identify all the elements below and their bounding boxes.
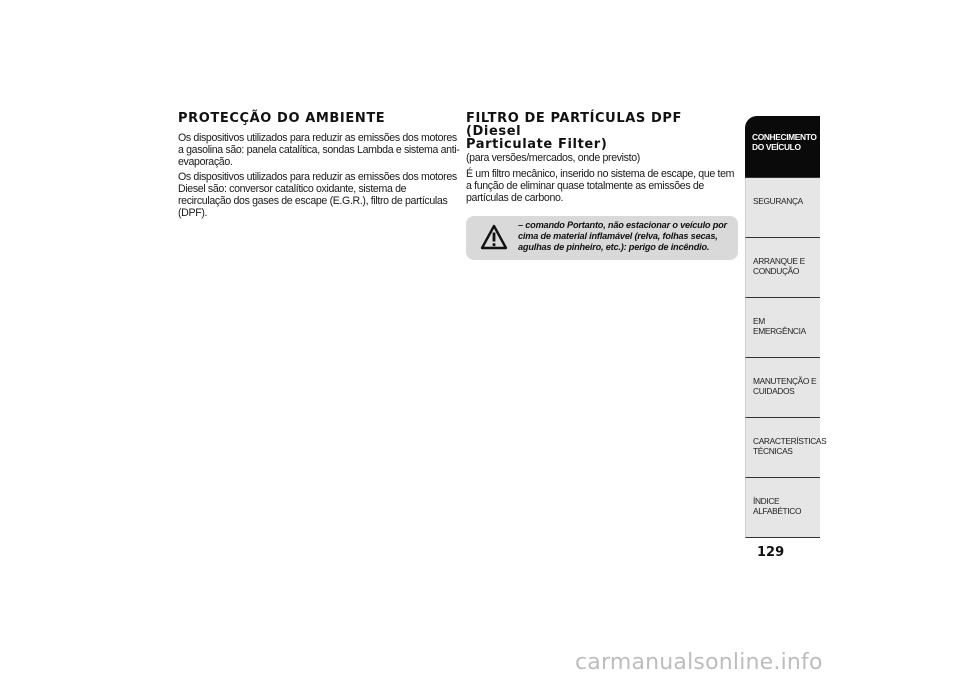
tab-label-line1: ÍNDICE ALFABÉTICO [753,496,802,516]
tab-label-line2: CONDUÇÃO [753,266,800,276]
tab-label-line1: SEGURANÇA [753,196,803,206]
tab-label-line1: EM EMERGÊNCIA [753,316,806,336]
section-title-dpf [466,112,738,151]
tab-label-line2: TÉCNICAS [753,446,793,456]
tab-label-line2: DO VEÍCULO [752,142,801,152]
section-title-dpf-line1: FILTRO DE PARTÍCULAS DPF (Diesel [466,111,682,139]
tab-label-line1: CONHECIMENTO [752,132,817,142]
tab-em-emergencia[interactable] [745,298,820,358]
warning-box [466,216,738,260]
section-tabs [745,116,827,538]
warning-triangle-icon [480,224,508,250]
right-column [466,112,738,260]
tab-indice-alfabetico[interactable] [745,478,820,538]
section-title-environment: PROTECÇÃO DO AMBIENTE [178,111,386,126]
paragraph-dpf-description: É um filtro mecânico, inserido no sistema de escape, que tem a função de eliminar quase totalmente as emissões de partículas de carbono. [466,168,735,204]
page-number: 129 [757,545,785,560]
section-title-dpf-line2: Particulate Filter) [466,137,608,152]
left-column [178,112,460,222]
tab-manutencao-e-cuidados[interactable] [745,358,820,418]
tab-label-line2: CUIDADOS [753,386,795,396]
watermark: carmanualsonline.info [575,650,823,675]
subtitle-versions: (para versões/mercados, onde previsto) [466,152,640,164]
tab-conhecimento-do-veiculo[interactable] [745,116,820,178]
warning-text: – comando Portanto, não estacionar o veículo por cima de material inflamável (relva, folhas secas, agulhas de pinheiro, etc.): perigo de incêndio. [518,220,727,252]
tab-arranque-e-conducao[interactable] [745,238,820,298]
tab-caracteristicas-tecnicas[interactable] [745,418,827,478]
paragraph-diesel-emissions: Os dispositivos utilizados para reduzir as emissões dos motores Diesel são: conversor catalítico oxidante, sistema de recirculação dos gases de escape (E.G.R.), filtro de partículas (DPF). [178,171,457,219]
tab-seguranca[interactable] [745,178,820,238]
tab-label-line1: MANUTENÇÃO E [753,376,817,386]
paragraph-gasoline-emissions: Os dispositivos utilizados para reduzir as emissões dos motores a gasolina são: panela catalítica, sondas Lambda e sistema anti-evaporação. [178,132,460,168]
tab-label-line1: CARACTERÍSTICAS [753,436,827,446]
tab-label-line1: ARRANQUE E [753,256,805,266]
